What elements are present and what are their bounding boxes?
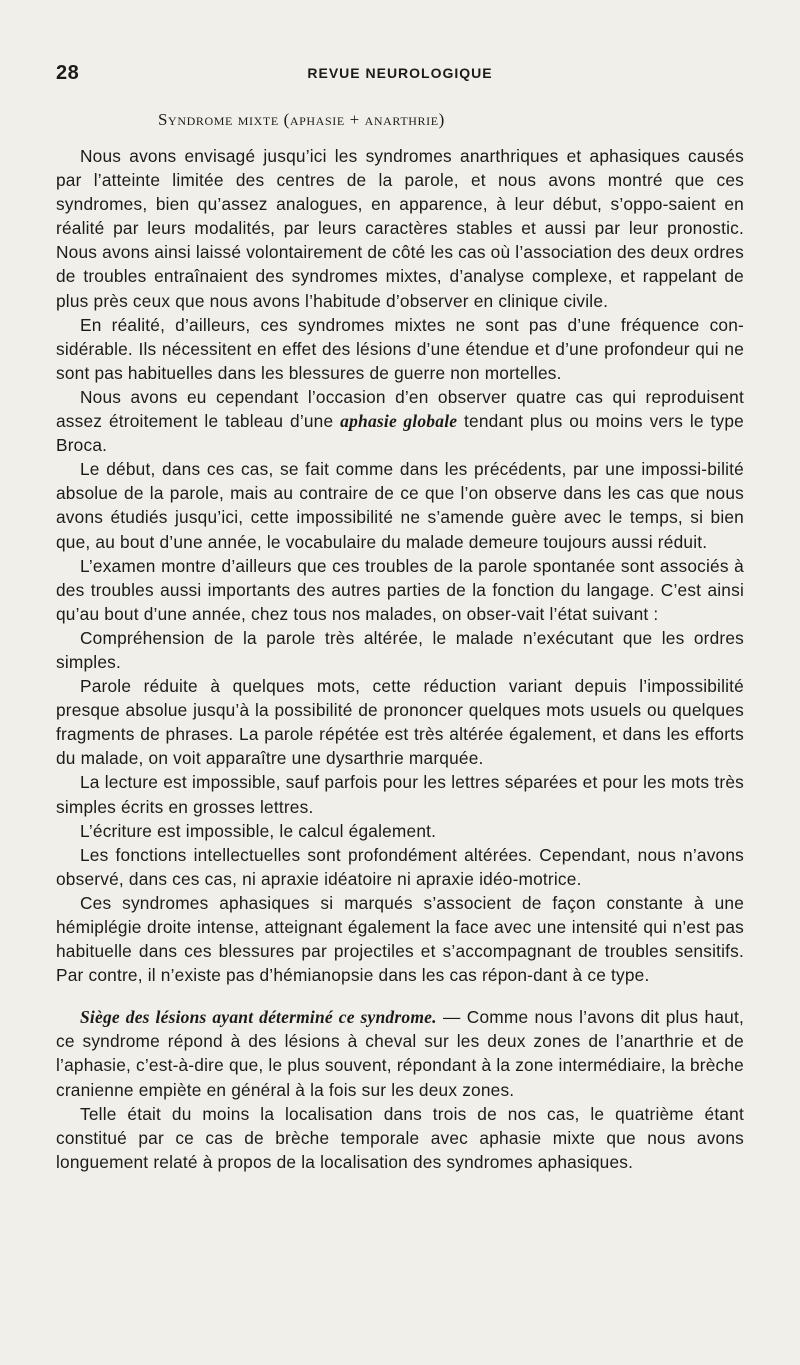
paragraph-text: Nous avons eu cependant l’occasion d’en observer quatre cas qui reproduisent assez étroitement le tableau d’une <box>56 386 744 432</box>
siege-text: — Comme nous l’avons dit plus haut, ce syndrome répond à des lésions à cheval sur les deux zones de l’anarthrie et de l’aphasie, c’est-à-dire que, le plus souvent, répondant à la zone intermédiaire, la brèche cranienne empiète en général à la fois sur les deux zones. <box>56 1007 744 1100</box>
paragraph-siege <box>56 1005 744 1101</box>
paragraph: Compréhension de la parole très altérée, le malade n’exécutant que les ordres simples. <box>56 627 744 672</box>
section-title: Syndrome mixte (aphasie + anarthrie) <box>158 110 445 129</box>
paragraph: La lecture est impossible, sauf parfois pour les lettres séparées et pour les mots très simples écrits en grosses lettres. <box>56 772 744 817</box>
paragraph: Ces syndromes aphasiques si marqués s’associent de façon constante à une hémiplégie droite intense, atteignant également la face avec une intensité qui n’est pas habituelle dans ces blessures par projectiles et s’accompagnant de troubles sensitifs. Par contre, il n’existe pas d’hémianopsie dans les cas répon-dant à ce type. <box>56 892 744 986</box>
body-text <box>56 144 744 1174</box>
paragraph-text: tendant plus ou moins vers le type Broca. <box>56 411 744 456</box>
page-number: 28 <box>56 62 80 84</box>
paragraph: Parole réduite à quelques mots, cette réduction variant depuis l’impossibilité presque absolue jusqu’à la possibilité de prononcer quelques mots usuels ou quelques fragments de phrases. La parole répétée est très altérée également, et dans les efforts du malade, on voit apparaître une dysarthrie marquée. <box>56 676 744 769</box>
paragraph: En réalité, d’ailleurs, ces syndromes mixtes ne sont pas d’une fréquence con-sidérable. Ils nécessitent en effet des lésions d’une étendue et d’une profondeur qui ne sont pas habituelles dans les blessures de guerre non mortelles. <box>56 314 744 383</box>
paragraph: Telle était du moins la localisation dans trois de nos cas, le quatrième étant constitué par ce cas de brèche temporale avec aphasie mixte que nous avons longuement relaté à propos de la localisation des syndromes aphasiques. <box>56 1103 744 1172</box>
paragraph: Le début, dans ces cas, se fait comme dans les précédents, par une impossi-bilité absolue de la parole, mais au contraire de ce que l’on observe dans les cas que nous avons étudiés jusqu’ici, cette impossibilité ne s’amende guère avec le temps, si bien que, au bout d’une année, le vocabulaire du malade demeure toujours aussi réduit. <box>56 459 744 552</box>
running-header <box>56 62 744 88</box>
emphasis-aphasie-globale: aphasie globale <box>340 411 458 432</box>
paragraph: Les fonctions intellectuelles sont profondément altérées. Cependant, nous n’avons observé, dans ces cas, ni apraxie idéatoire ni apraxie idéo-motrice. <box>56 844 744 889</box>
journal-title: REVUE NEUROLOGIQUE <box>307 65 493 81</box>
siege-heading: Siège des lésions ayant déterminé ce syndrome. <box>80 1007 437 1028</box>
paragraph: Nous avons envisagé jusqu’ici les syndromes anarthriques et aphasiques causés par l’atteinte limitée des centres de la parole, et nous avons montré que ces syndromes, bien qu’assez analogues, en apparence, à leur début, s’oppo-saient en réalité par leurs modalités, par leurs caractères stables et aussi par leur pronostic. Nous avons ainsi laissé volontairement de côté les cas où l’association des deux ordres de troubles entraînaient des syndromes mixtes, d’analyse complexe, et rappelant de plus près ceux que nous avons l’habitude d’observer en clinique civile. <box>56 146 744 311</box>
paragraph <box>56 385 744 457</box>
paragraph: L’examen montre d’ailleurs que ces troubles de la parole spontanée sont associés à des troubles aussi importants des autres parties de la fonction du langage. C’est ainsi qu’au bout d’une année, chez tous nos malades, on obser-vait l’état suivant : <box>56 555 744 624</box>
paragraph: L’écriture est impossible, le calcul également. <box>80 820 437 841</box>
